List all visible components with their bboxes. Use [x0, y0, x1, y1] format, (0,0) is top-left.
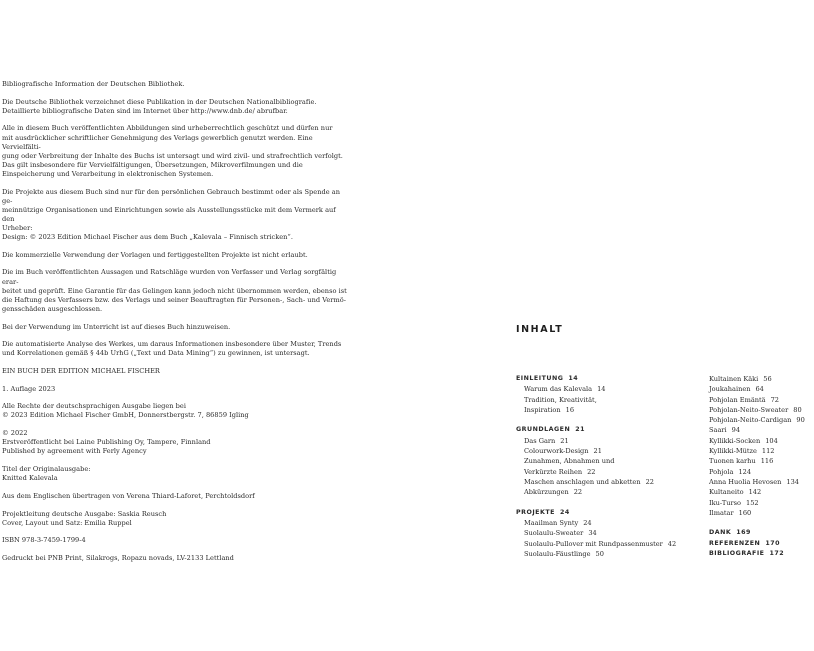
toc-page-number: 24 — [559, 508, 570, 516]
toc-page-number: 24 — [583, 518, 592, 527]
toc-section-grundlagen — [516, 425, 676, 497]
imprint-paragraph: Aus dem Englischen übertragen von Verena Thiard-Laforet, Perchtoldsdorf — [2, 491, 255, 500]
imprint-paragraph: Bibliografische Information der Deutschen Bibliothek. — [2, 80, 185, 88]
imprint-paragraph: Die Deutsche Bibliothek verzeichnet diese Publikation in der Deutschen Nationalbibliografie. Detaillierte bibliografische Daten sind im Internet über http://www.dnb.de/ abrufbar. — [2, 97, 317, 115]
toc-section-title: GRUNDLAGEN — [516, 426, 571, 434]
toc-entry[interactable] — [516, 384, 676, 394]
imprint-paragraph: Projektleitung deutsche Ausgabe: Saskia Reusch Cover, Layout und Satz: Emilia Ruppel — [2, 509, 167, 527]
toc-entry-title: Pohjola — [709, 467, 734, 476]
toc-section-projekte-continued — [709, 374, 805, 518]
toc-page-number: 56 — [763, 375, 772, 383]
toc-page-number: 170 — [765, 539, 780, 547]
toc-entry[interactable] — [516, 436, 676, 446]
toc-column-1 — [516, 374, 676, 569]
toc-section-heading[interactable] — [709, 549, 805, 559]
toc-entry-title: Suolaulu-Sweater — [524, 529, 584, 538]
toc-entry[interactable] — [516, 456, 676, 466]
toc-column-2 — [709, 374, 805, 559]
toc-section-title: EINLEITUNG — [516, 375, 564, 382]
toc-page-number: 64 — [755, 385, 764, 394]
toc-entry[interactable] — [709, 374, 805, 384]
toc-entry[interactable] — [516, 487, 676, 497]
toc-page-number: 21 — [560, 436, 569, 445]
toc-entry-title: Iku-Turso — [709, 498, 741, 507]
toc-section-heading[interactable] — [516, 425, 676, 435]
toc-page-number: 152 — [746, 498, 759, 507]
imprint-paragraph: Die automatisierte Analyse des Werkes, um daraus Informationen insbesondere über Muster, Trends und Korrelationen gemäß § 44b UrhG („Text und Data Mining“) zu gewinnen, ist untersagt. — [2, 340, 342, 358]
imprint-paragraph: Alle in diesem Buch veröffentlichten Abbildungen sind urheberrechtlich geschützt und dürfen nur mit ausdrücklicher schriftlicher Genehmigung des Verlags gewerblich genutzt werden. Eine Vervielfälti- gung oder Verbreitung der Inhalte des Buchs ist untersagt und wird zivil- und strafrechtlich verfolgt. Das gilt insbesondere für Vervielfältigungen, Übersetzungen, Mikroverfilmungen und die Einspeicherung und Verarbeitung in elektronischen Systemen. — [2, 124, 343, 178]
imprint-paragraph: 1. Auflage 2023 — [2, 384, 56, 393]
toc-page-number: 21 — [593, 446, 602, 455]
toc-entry-title: Warum das Kalevala — [524, 385, 593, 394]
toc-entry[interactable] — [516, 477, 676, 487]
toc-entry[interactable] — [709, 436, 805, 446]
toc-entry[interactable] — [516, 549, 676, 559]
toc-entry[interactable] — [709, 467, 805, 477]
toc-entry-title: Verkürzte Reihen — [524, 467, 583, 476]
imprint-paragraph: © 2022 Erstveröffentlicht bei Laine Publishing Oy, Tampere, Finnland Published by agreement with Ferly Agency — [2, 429, 211, 456]
toc-entry-title: Ilmatar — [709, 508, 734, 517]
toc-section-heading[interactable] — [709, 528, 805, 538]
toc-entry-title: Saari — [709, 426, 727, 435]
toc-entry-title: Maailman Synty — [524, 518, 579, 527]
toc-page-number: 14 — [597, 385, 606, 394]
toc-entry-title: Kyllikki-Socken — [709, 436, 761, 445]
toc-entry-title: Pohjolan-Neito-Sweater — [709, 405, 789, 414]
toc-page-number: 80 — [793, 405, 802, 414]
toc-entry[interactable] — [709, 477, 805, 487]
toc-title: INHALT — [516, 324, 564, 335]
toc-back-matter — [709, 528, 805, 559]
toc-entry-title: Suolaulu-Pullover mit Rundpassenmuster — [524, 539, 663, 548]
toc-page-number: 22 — [645, 477, 654, 486]
toc-entry-title: Joukahainen — [709, 385, 751, 394]
toc-section-title: PROJEKTE — [516, 508, 555, 516]
toc-page-number: 142 — [748, 488, 762, 497]
toc-page-number: 42 — [667, 539, 677, 548]
toc-section-einleitung — [516, 374, 676, 415]
imprint-paragraph: Die Projekte aus diesem Buch sind nur für den persönlichen Gebrauch bestimmt oder als Spende an ge- meinnützige Organisationen und Einrichtungen sowie als Ausstellungsstücke mit dem Vermerk auf den Urheber: Design: © 2023 Edition Michael Fischer aus dem Buch „Kalevala – Finnisch stricken“. — [2, 187, 340, 242]
toc-page-number: 116 — [760, 457, 774, 466]
toc-page-number: 112 — [761, 447, 775, 456]
toc-entry[interactable] — [516, 539, 676, 549]
toc-entry-title: Tradition, Kreativität, — [524, 395, 597, 404]
toc-page-number: 90 — [796, 416, 805, 425]
toc-page-number: 22 — [587, 467, 596, 476]
imprint-paragraph: Bei der Verwendung im Unterricht ist auf dieses Buch hinzuweisen. — [2, 322, 231, 331]
toc-entry[interactable] — [516, 528, 676, 538]
toc-entry-title: Zunahmen, Abnahmen und — [524, 457, 615, 466]
toc-section-heading[interactable] — [709, 539, 805, 549]
toc-entry-title: Anna Huolia Hevosen — [709, 477, 782, 486]
toc-entry[interactable] — [709, 456, 805, 466]
toc-entry[interactable] — [516, 405, 676, 415]
toc-entry-title: Suolaulu-Fäustlinge — [524, 549, 591, 558]
imprint-paragraph: ISBN 978-3-7459-1799-4 — [2, 536, 86, 545]
toc-entry[interactable] — [709, 384, 805, 394]
toc-entry-title: Das Garn — [524, 436, 556, 445]
toc-entry[interactable] — [709, 395, 805, 405]
toc-section-title: DANK — [709, 529, 732, 537]
toc-entry-title: Tuonen karhu — [709, 457, 756, 466]
toc-page-number: 104 — [765, 436, 778, 445]
imprint-block — [2, 80, 347, 572]
toc-section-heading[interactable] — [516, 508, 676, 518]
toc-entry-title: Colourwork-Design — [524, 446, 589, 455]
imprint-paragraph: Alle Rechte der deutschsprachigen Ausgabe liegen bei © 2023 Edition Michael Fischer GmbH, Donnerstbergstr. 7, 86859 Igling — [2, 402, 249, 420]
toc-section-title: REFERENZEN — [709, 539, 761, 547]
imprint-paragraph: Die kommerzielle Verwendung der Vorlagen und fertiggestellten Projekte ist nicht erlaubt. — [2, 250, 308, 259]
toc-section-projekte — [516, 508, 676, 559]
toc-page-number: 22 — [573, 488, 583, 497]
toc-entry[interactable] — [516, 446, 676, 456]
toc-entry[interactable] — [709, 487, 805, 497]
toc-page-number: 50 — [595, 549, 604, 558]
imprint-paragraph: Die im Buch veröffentlichten Aussagen und Ratschläge wurden von Verfasser und Verlag sorgfältig erar- beitet und geprüft. Eine Garantie für das Gelingen kann jedoch nicht übernommen werden, ebenso ist die Haftung des Verfassers bzw. des Verlags und seiner Beauftragten für Personen-, Sach- und Vermö- gensschäden ausgeschlossen. — [2, 268, 347, 313]
toc-page-number: 72 — [770, 395, 779, 404]
toc-entry-title: Maschen anschlagen und abketten — [524, 477, 641, 486]
imprint-paragraph: Titel der Originalausgabe: Knitted Kalevala — [2, 465, 91, 483]
imprint-paragraph: Gedruckt bei PNB Print, Silakrogs, Ropazu novads, LV-2133 Lettland — [2, 553, 234, 562]
toc-page-number: 94 — [731, 426, 741, 435]
toc-entry-title: Pohjolan Emäntä — [709, 395, 766, 404]
toc-entry[interactable] — [709, 405, 805, 415]
toc-entry-title: Pohjolan-Neito-Cardigan — [709, 416, 792, 425]
toc-entry[interactable] — [709, 446, 805, 456]
toc-entry[interactable] — [516, 395, 676, 405]
toc-entry[interactable] — [516, 518, 676, 528]
imprint-paragraph: EIN BUCH DER EDITION MICHAEL FISCHER — [2, 367, 160, 375]
toc-section-heading[interactable] — [516, 374, 676, 384]
toc-entry[interactable] — [709, 508, 805, 518]
toc-page-number: 160 — [738, 508, 752, 517]
toc-entry-title: Kyllikki-Mütze — [709, 447, 757, 456]
toc-entry-title: Kultainen Käki — [709, 375, 759, 383]
toc-entry-title: Kultaneito — [709, 488, 744, 497]
toc-entry[interactable] — [516, 467, 676, 477]
toc-page-number: 134 — [786, 477, 799, 486]
toc-page-number: 16 — [565, 405, 575, 414]
toc-section-title: BIBLIOGRAFIE — [709, 549, 765, 557]
toc-entry[interactable] — [709, 425, 805, 435]
toc-page-number: 21 — [575, 426, 586, 434]
toc-page-number: 172 — [769, 549, 785, 557]
toc-entry-title: Abkürzungen — [524, 488, 569, 497]
toc-page-number: 124 — [738, 467, 752, 476]
toc-entry-title: Inspiration — [524, 405, 561, 414]
toc-page-number: 14 — [568, 375, 579, 382]
toc-page-number: 169 — [736, 529, 751, 537]
toc-entry[interactable] — [709, 498, 805, 508]
toc-page-number: 34 — [588, 529, 597, 538]
toc-entry[interactable] — [709, 415, 805, 425]
